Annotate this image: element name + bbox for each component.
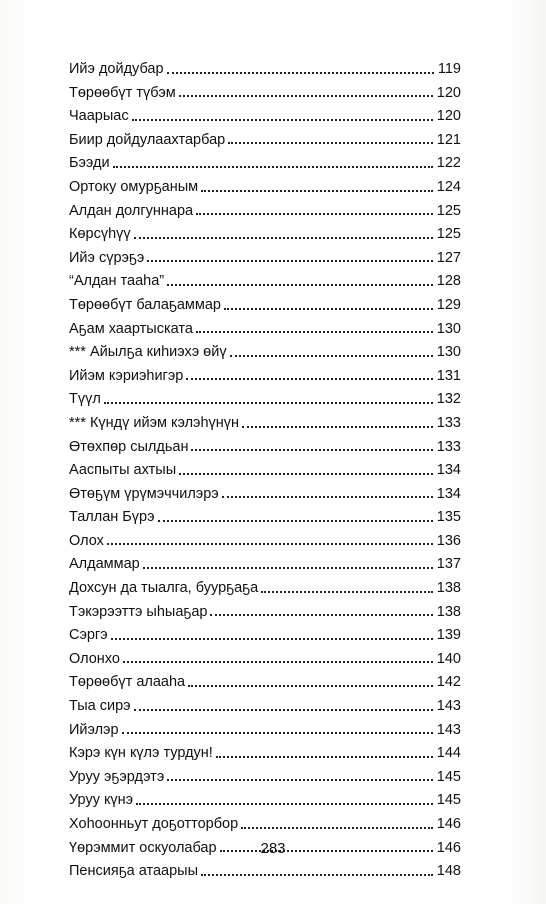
dot-leader — [134, 708, 433, 711]
toc-entry-title: Таллан Бүрэ — [69, 509, 155, 526]
dot-leader — [241, 826, 433, 829]
dot-leader — [201, 189, 433, 192]
toc-entry — [69, 506, 461, 530]
toc-entry-page: 132 — [436, 391, 461, 408]
dot-leader — [179, 472, 433, 475]
toc-entry-title: Төрөөбүт балаҕаммар — [69, 296, 221, 313]
toc-entry-page: 138 — [436, 580, 461, 597]
toc-entry-page: 134 — [436, 462, 461, 479]
toc-entry-page: 145 — [436, 792, 461, 809]
toc-entry-page: 136 — [436, 532, 461, 549]
dot-leader — [216, 755, 433, 758]
toc-entry — [69, 58, 461, 82]
toc-entry — [69, 577, 461, 601]
toc-entry-title: Бээди — [69, 155, 110, 172]
toc-entry-page: 142 — [436, 674, 461, 691]
dot-leader — [188, 684, 433, 687]
dot-leader — [104, 401, 433, 404]
dot-leader — [191, 448, 432, 451]
dot-leader — [113, 165, 433, 168]
toc-entry-page: 143 — [436, 698, 461, 715]
toc-entry-title: Өтөҕүм үрүмэччилэрэ — [69, 485, 219, 502]
toc-entry-title: Пенсияҕа атаарыы — [69, 863, 199, 880]
toc-entry-title: Тыа сирэ — [69, 698, 131, 715]
toc-entry — [69, 624, 461, 648]
dot-leader — [111, 637, 433, 640]
toc-entry-page: 121 — [436, 131, 461, 148]
dot-leader — [132, 118, 433, 121]
dot-leader — [136, 802, 433, 805]
toc-entry-title: Ийэм кэриэһигэр — [69, 367, 184, 384]
dot-leader — [167, 778, 433, 781]
toc-entry-page: 143 — [436, 721, 461, 738]
toc-entry-title: Дохсун да тыалга, буурҕаҕа — [69, 580, 259, 597]
toc-entry-page: 120 — [436, 84, 461, 101]
toc-entry-page: 130 — [436, 320, 461, 337]
toc-entry-title: Төрөөбүт алааһа — [69, 674, 186, 691]
toc-entry — [69, 719, 461, 743]
toc-entry-title: Чаарыас — [69, 108, 129, 125]
toc-entry-title: Уруу эҕэрдэтэ — [69, 768, 165, 785]
toc-entry — [69, 695, 461, 719]
dot-leader — [224, 307, 433, 310]
toc-entry — [69, 648, 461, 672]
dot-leader — [222, 495, 433, 498]
toc-entry — [69, 860, 461, 884]
toc-entry-page: 127 — [436, 249, 461, 266]
toc-entry-page: 119 — [437, 61, 461, 77]
toc-entry — [69, 105, 461, 129]
dot-leader — [228, 141, 433, 144]
dot-leader — [123, 660, 433, 663]
toc-entry-page: 125 — [436, 202, 461, 219]
dot-leader — [210, 613, 432, 616]
toc-entry-title: Ортоку омурҕаным — [69, 178, 199, 195]
toc-entry-page: 124 — [436, 178, 461, 195]
toc-entry — [69, 553, 461, 577]
toc-entry — [69, 129, 461, 153]
toc-entry-title: Биир дойдулаахтарбар — [69, 131, 226, 148]
toc-entry — [69, 152, 461, 176]
toc-entry-title: Ааспыты ахтыы — [69, 462, 177, 479]
dot-leader — [179, 94, 433, 97]
toc-entry — [69, 766, 461, 790]
toc-entry — [69, 270, 461, 294]
toc-entry — [69, 294, 461, 318]
toc-entry — [69, 530, 461, 554]
toc-entry — [69, 200, 461, 224]
toc-entry-title: Олонхо — [69, 650, 120, 667]
toc-entry-page: 133 — [436, 414, 461, 431]
toc-entry-title: “Алдан тааһа” — [69, 273, 165, 290]
dot-leader — [107, 542, 433, 545]
toc-entry-title: Аҕам хаартыската — [69, 320, 193, 337]
dot-leader — [147, 259, 433, 262]
toc-entry — [69, 789, 461, 813]
toc-entry-page: 120 — [436, 108, 461, 125]
toc-entry-page: 125 — [436, 226, 461, 243]
toc-entry-page: 122 — [436, 155, 461, 172]
dot-leader — [201, 873, 433, 876]
toc-entry-title: Көрсүһүү — [69, 226, 131, 243]
dot-leader — [196, 330, 433, 333]
toc-entry-page: 140 — [436, 650, 461, 667]
dot-leader — [143, 566, 433, 569]
toc-entry — [69, 436, 461, 460]
dot-leader — [186, 377, 432, 380]
toc-entry-title: Ийэ сүрэҕэ — [69, 249, 145, 266]
toc-entry — [69, 742, 461, 766]
dot-leader — [158, 519, 433, 522]
toc-entry-page: 134 — [436, 485, 461, 502]
toc-entry-page: 139 — [436, 627, 461, 644]
toc-entry — [69, 671, 461, 695]
toc-entry — [69, 459, 461, 483]
toc-entry-page: 131 — [436, 367, 461, 384]
dot-leader — [167, 71, 434, 74]
toc-entry — [69, 388, 461, 412]
toc-entry — [69, 176, 461, 200]
dot-leader — [230, 354, 433, 357]
toc-entry-title: Олох — [69, 532, 104, 549]
toc-entry — [69, 412, 461, 436]
toc-entry-page: 133 — [436, 438, 461, 455]
dot-leader — [122, 731, 433, 734]
toc-entry-page: 128 — [436, 273, 461, 290]
toc-entry — [69, 483, 461, 507]
dot-leader — [134, 236, 433, 239]
toc-entry-page: 129 — [436, 296, 461, 313]
toc-entry-page: 145 — [436, 768, 461, 785]
toc-entry-title: Ийэлэр — [69, 721, 119, 738]
toc-entry-title: *** Күндү ийэм кэлэһүнүн — [69, 414, 240, 431]
toc-entry-title: Төрөөбүт түбэм — [69, 84, 176, 101]
toc-entry — [69, 365, 461, 389]
page-number: 283 — [260, 840, 286, 857]
toc-entry-title: Түүл — [69, 391, 101, 408]
toc-entry-page: 130 — [436, 344, 461, 361]
toc-entry-title: Кэрэ күн күлэ турдун! — [69, 745, 213, 762]
toc-entry-page: 135 — [436, 509, 461, 526]
toc-entry — [69, 223, 461, 247]
toc-entry-title: Тэкэрээттэ ыһыаҕар — [69, 603, 208, 620]
toc-entry — [69, 318, 461, 342]
dot-leader — [196, 212, 433, 215]
toc-entry-page: 144 — [436, 745, 461, 762]
toc-entry — [69, 813, 461, 837]
toc-entry-title: Сэргэ — [69, 627, 108, 644]
table-of-contents — [69, 58, 461, 884]
toc-entry-page: 146 — [436, 816, 461, 832]
toc-entry-title: Өтөхпөр сылдьан — [69, 438, 189, 455]
toc-entry-title: Алдаммар — [69, 556, 140, 573]
toc-entry — [69, 601, 461, 625]
toc-entry-page: 146 — [436, 839, 461, 856]
toc-entry — [69, 82, 461, 106]
toc-entry — [69, 247, 461, 271]
toc-entry-title: Үөрэммит оскуолабар — [69, 839, 217, 856]
toc-entry-title: Хоһоонньут доҕотторбор — [69, 816, 239, 832]
dot-leader — [167, 283, 433, 286]
toc-entry-page: 137 — [436, 556, 461, 573]
dot-leader — [242, 425, 433, 428]
toc-entry-page: 148 — [436, 863, 461, 880]
toc-entry-title: Ийэ дойдубар — [69, 61, 164, 77]
toc-entry-title: *** Айылҕа киһиэхэ өйү — [69, 344, 227, 361]
toc-entry — [69, 341, 461, 365]
toc-entry-title: Уруу күнэ — [69, 792, 133, 809]
dot-leader — [261, 590, 433, 593]
toc-entry-page: 138 — [436, 603, 461, 620]
toc-entry-title: Алдан долгуннара — [69, 202, 194, 219]
